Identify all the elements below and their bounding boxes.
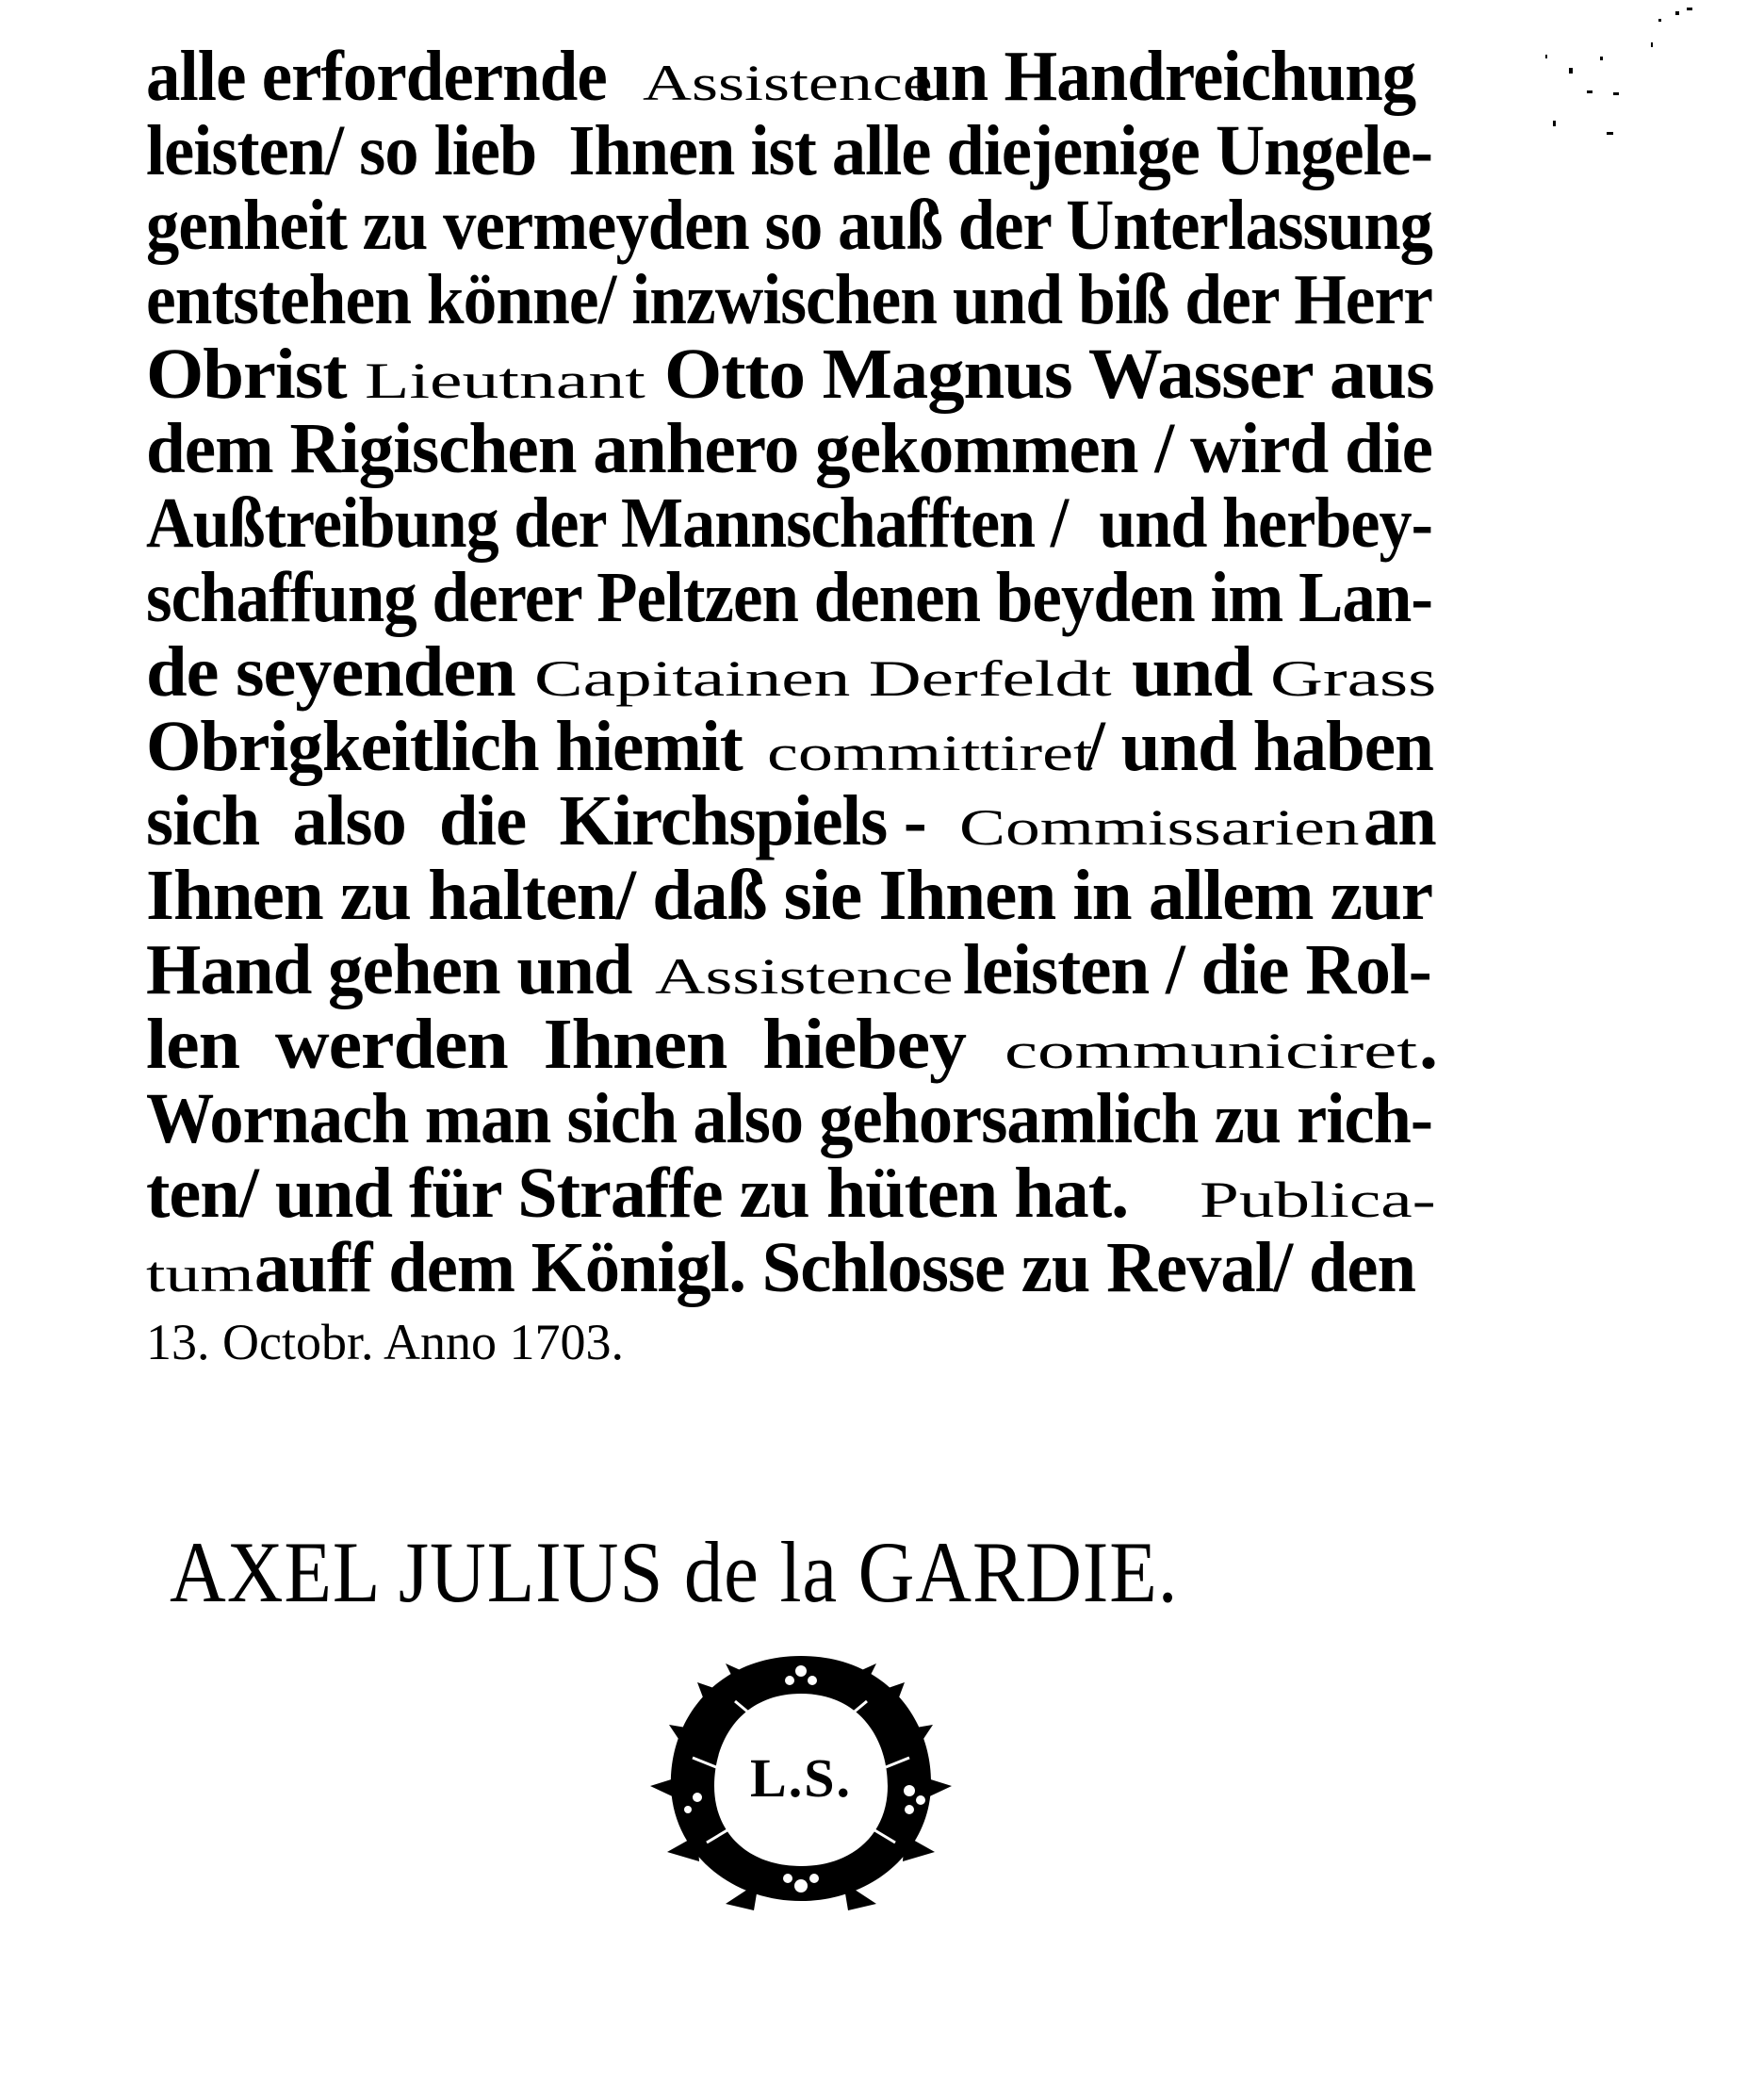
text-segment: genheit zu vermeyden so auß der Unterlassung	[146, 186, 1432, 265]
text-line-9	[146, 632, 1437, 712]
text-line-14	[146, 1005, 1437, 1084]
text-segment: ten/ und für Straffe zu hüten hat.	[146, 1154, 1197, 1233]
text-line-18-date	[146, 1305, 1437, 1380]
scan-speck-marks	[1508, 0, 1764, 151]
signature-name: AXEL JULIUS de la GARDIE.	[170, 1524, 1179, 1620]
text-segment: leisten/ so lieb Ihnen ist alle diejenige Ungele-	[146, 111, 1432, 190]
text-segment: Otto Magnus Wasser aus	[664, 335, 1435, 414]
text-segment: Capitainen Derfeldt	[533, 650, 1130, 707]
text-segment: Außtreibung der Mannschafften / und herbey-	[146, 483, 1432, 563]
text-segment: un Handreichung	[913, 37, 1416, 116]
text-line-17	[146, 1228, 1437, 1307]
text-segment: leisten / die Rol-	[962, 930, 1431, 1009]
text-segment: committiret	[766, 725, 1093, 781]
date-line: 13. Octobr. Anno 1703.	[146, 1314, 624, 1370]
text-segment: an	[1363, 781, 1436, 860]
text-line-8	[146, 558, 1437, 637]
text-line-16	[146, 1156, 1437, 1231]
text-line-6	[146, 409, 1437, 488]
text-segment: Grass	[1270, 650, 1437, 707]
text-line-3	[146, 188, 1437, 263]
text-segment: Assistence	[655, 948, 972, 1005]
text-segment: Obrigkeitlich hiemit	[146, 707, 760, 786]
proclamation-body	[146, 37, 1437, 1380]
text-segment: Commissarien	[958, 799, 1377, 856]
text-segment: tum	[146, 1246, 271, 1303]
text-line-12	[146, 856, 1437, 935]
text-segment: de seyenden	[146, 632, 533, 712]
text-segment: Ihnen zu halten/ daß sie Ihnen in allem zur	[146, 856, 1432, 935]
text-segment: Assistence	[643, 55, 951, 111]
text-segment: und	[1132, 632, 1270, 712]
text-line-7	[146, 483, 1437, 563]
text-segment: Wornach man sich also gehorsamlich zu rich-	[146, 1079, 1432, 1158]
text-segment: alle erfordernde	[146, 37, 623, 116]
text-segment: Hand gehen und	[146, 930, 649, 1009]
text-line-5	[146, 337, 1437, 412]
text-segment: len werden Ihnen hiebey	[146, 1005, 1002, 1084]
text-segment: auff dem Königl. Schlosse zu Reval/ den	[253, 1228, 1415, 1307]
text-segment: entstehen könne/ inzwischen und biß der Herr	[146, 260, 1432, 339]
text-segment: / und haben	[1085, 707, 1433, 786]
text-segment: schaffung derer Peltzen denen beyden im Lan-	[146, 558, 1432, 637]
text-line-10	[146, 707, 1437, 786]
text-segment: .	[1419, 1005, 1437, 1084]
text-segment: dem Rigischen anhero gekommen / wird die	[146, 409, 1433, 488]
text-segment: Lieutnant	[365, 352, 664, 409]
text-segment: Obrist	[146, 335, 365, 414]
text-segment: Publica-	[1200, 1172, 1437, 1228]
seal-label: L.S.	[750, 1747, 852, 1809]
text-line-4	[146, 260, 1437, 339]
text-segment: communiciret	[1004, 1023, 1418, 1079]
text-line-2	[146, 111, 1437, 190]
text-line-1	[146, 37, 1437, 116]
text-line-15	[146, 1079, 1437, 1158]
text-line-13	[146, 930, 1437, 1009]
laurel-wreath-icon	[641, 1635, 961, 1918]
text-line-11	[146, 781, 1437, 860]
text-segment: sich also die Kirchspiels -	[146, 781, 943, 860]
